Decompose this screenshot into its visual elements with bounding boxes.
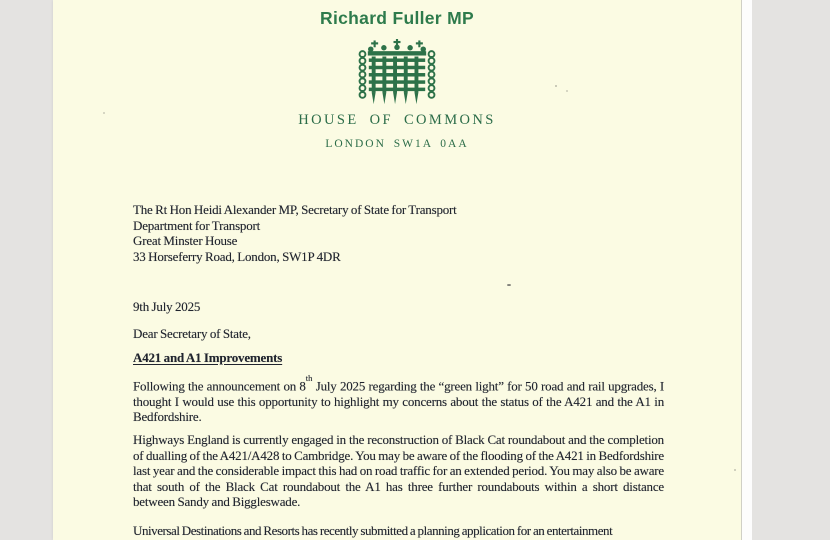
portcullis-crest-icon xyxy=(53,39,741,109)
letterhead-institution: HOUSE OF COMMONS xyxy=(298,112,496,128)
salutation: Dear Secretary of State, xyxy=(133,326,251,341)
paragraph-1-text: July 2025 regarding the “green light” for 50 road and rail upgrades, I thought I would use this opportunity to highlight my concerns about the status of the A421 and the A1 in Bedfordshire. xyxy=(133,378,664,425)
page-edge-strip xyxy=(742,0,752,540)
paragraph-3: Universal Destinations and Resorts has recently submitted a planning application for an entertainment xyxy=(133,523,613,538)
scan-speck xyxy=(103,112,105,114)
recipient-line: Great Minster House xyxy=(133,233,238,248)
scan-speck xyxy=(566,90,568,92)
letterhead-name: Richard Fuller MP xyxy=(320,8,474,28)
recipient-line: Department for Transport xyxy=(133,217,261,233)
paragraph-1 xyxy=(133,375,664,425)
scan-speck xyxy=(734,469,736,471)
ordinal-superscript: th xyxy=(305,373,313,383)
letterhead-address: LONDON SW1A 0AA xyxy=(325,138,469,150)
recipient-line: The Rt Hon Heidi Alexander MP, Secretary of State for Transport xyxy=(133,202,457,217)
letter-date: 9th July 2025 xyxy=(133,299,201,314)
recipient-line: 33 Horseferry Road, London, SW1P 4DR xyxy=(133,248,341,264)
scan-speck xyxy=(555,85,557,87)
subject-heading: A421 and A1 Improvements xyxy=(133,350,283,365)
letter-page xyxy=(53,0,742,540)
recipient-address-block xyxy=(133,202,664,264)
paragraph-2: Highways England is currently engaged in the reconstruction of Black Cat roundabout and the completion of dualling of the A421/A428 to Cambridge. You may be aware of the flooding of the A421 in Bedfordshire last year and the considerable impact this had on road traffic for an extended period. You may also be aware that south of the Black Cat roundabout the A1 has three further roundabouts within a short distance between Sandy and Biggleswade. xyxy=(133,432,664,509)
paragraph-1-text: Following the announcement on 8 xyxy=(133,378,306,394)
scan-speck xyxy=(507,284,511,286)
